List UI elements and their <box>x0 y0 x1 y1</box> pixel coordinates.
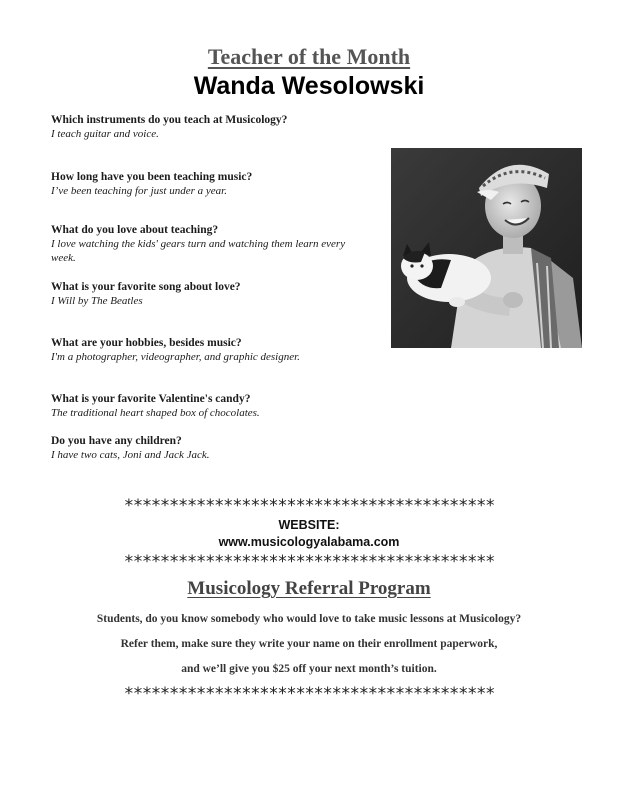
answer: I love watching the kids' gears turn and watching them learn every week. <box>51 238 346 264</box>
qa-item <box>51 434 361 462</box>
section-label: Teacher of the Month <box>207 44 411 69</box>
referral-text: and we’ll give you $25 off your next month’s tuition. <box>181 663 437 675</box>
website-label: WEBSITE: <box>278 518 340 532</box>
question: What do you love about teaching? <box>51 224 219 236</box>
qa-item <box>51 170 361 198</box>
star-divider: ***************************************** <box>123 552 495 572</box>
website-link[interactable]: www.musicologyalabama.com <box>218 535 400 549</box>
referral-title: Musicology Referral Program <box>187 578 431 599</box>
answer: I have two cats, Joni and Jack Jack. <box>51 449 210 461</box>
star-divider: ***************************************** <box>123 496 495 516</box>
qa-item <box>51 113 361 141</box>
answer: I'm a photographer, videographer, and graphic designer. <box>51 351 300 363</box>
question: What is your favorite song about love? <box>51 281 241 293</box>
qa-item <box>51 392 361 420</box>
qa-item <box>51 280 361 308</box>
question: How long have you been teaching music? <box>51 171 253 183</box>
answer: The traditional heart shaped box of chocolates. <box>51 407 260 419</box>
qa-item <box>51 223 361 265</box>
referral-text: Students, do you know somebody who would love to take music lessons at Musicology? <box>96 613 522 625</box>
star-divider: ***************************************** <box>123 684 495 704</box>
teacher-photo <box>391 148 582 348</box>
answer: I teach guitar and voice. <box>51 128 159 140</box>
answer: I’ve been teaching for just under a year. <box>51 185 227 197</box>
qa-item <box>51 336 361 364</box>
question: Which instruments do you teach at Musicology? <box>51 114 288 126</box>
question: Do you have any children? <box>51 435 182 447</box>
teacher-name: Wanda Wesolowski <box>193 72 425 100</box>
question: What are your hobbies, besides music? <box>51 337 242 349</box>
question: What is your favorite Valentine's candy? <box>51 393 251 405</box>
portrait-illustration <box>391 148 582 348</box>
referral-text: Refer them, make sure they write your name on their enrollment paperwork, <box>120 638 498 650</box>
answer: I Will by The Beatles <box>51 295 143 307</box>
